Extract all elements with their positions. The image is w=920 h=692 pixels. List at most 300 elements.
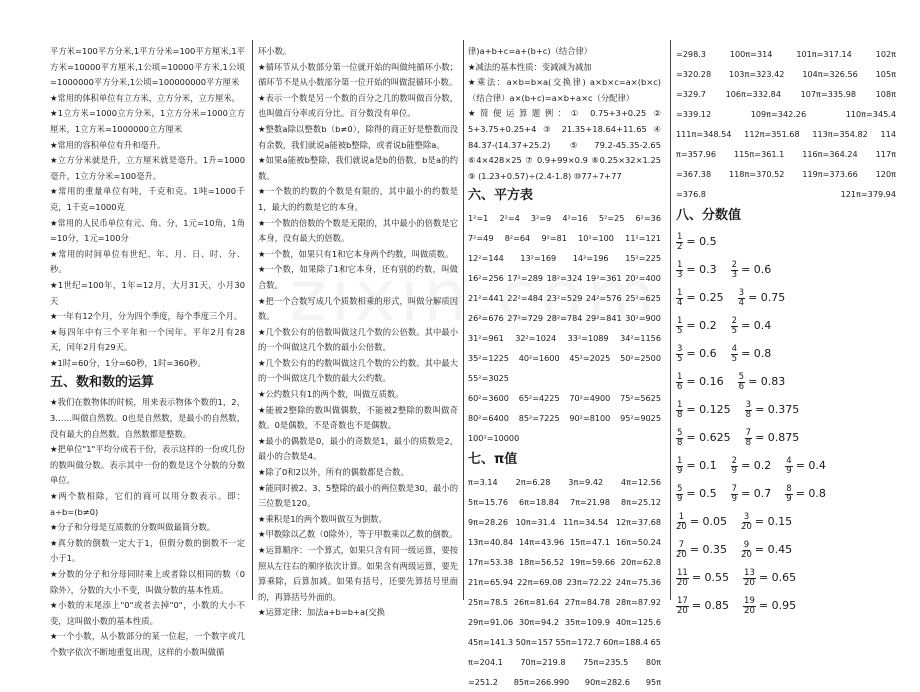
fraction-numerator: 2 [731, 259, 738, 270]
square-cell: 90²=8100 [569, 413, 611, 424]
fraction-row [676, 536, 896, 564]
fraction [731, 457, 738, 476]
fraction-value: = 0.3̇ [686, 263, 717, 277]
fraction [731, 317, 738, 336]
pi-cell: 111π=348.54 [676, 129, 732, 139]
fraction-value: = 0.125 [686, 403, 731, 417]
square-cell: 35²=1225 [468, 353, 509, 364]
fraction-item [731, 345, 772, 364]
paragraph: ★一年有12个月，分为四个季度，每个季度三个月。 [50, 311, 243, 322]
pi-cell: =376.8 [676, 189, 706, 199]
pi-cell: 16π=50.24 [615, 537, 661, 548]
square-cell: 50²=2500 [620, 353, 661, 364]
square-cell: 55²=3025 [468, 373, 509, 384]
square-cell: 22²=484 [507, 293, 544, 304]
square-cell: 1²=1 [468, 213, 489, 224]
square-cell: 65²=4225 [518, 393, 560, 404]
fraction-item [745, 401, 800, 420]
square-row [468, 408, 661, 428]
pi-row [468, 472, 661, 492]
fraction-numerator: 1 [677, 259, 683, 270]
fraction-denominator: 4 [677, 297, 683, 308]
square-cell: 17²=289 [507, 273, 544, 284]
pi-cell: 115π=361.1 [733, 149, 785, 159]
fraction-row [676, 256, 896, 284]
fraction-numerator: 13 [744, 567, 755, 578]
square-cell: 21²=441 [468, 293, 504, 304]
fraction-denominator: 8 [745, 437, 752, 448]
square-cell: 8²=64 [504, 233, 531, 244]
fraction-numerator: 1 [677, 315, 683, 326]
pi-cell: 103π=323.42 [729, 69, 785, 79]
pi-cell: π=204.1 [468, 657, 503, 668]
fraction-item [731, 485, 772, 504]
paragraph: ★两个数相除，它们的商可以用分数表示。即：a÷b=(b≠0) [50, 491, 245, 517]
fraction-item [676, 513, 727, 532]
pi-cell: 101π=317.14 [796, 49, 852, 59]
paragraph: ★我们在数物体的时候，用来表示物体个数的1，2，3……叫做自然数。0也是自然数，是最小的自然数，没有最大的自然数。自然数都是整数。 [50, 397, 245, 439]
square-row [468, 328, 661, 348]
fraction-denominator: 9 [677, 465, 683, 476]
fraction-denominator: 2 [677, 241, 683, 252]
pi-cell: 112π=351.68 [744, 129, 800, 139]
fraction-item [738, 373, 786, 392]
square-row [468, 308, 661, 328]
fraction-row [676, 312, 896, 340]
square-cell: 2²=4 [499, 213, 520, 224]
paragraph: ★真分数的倒数一定大于1，但假分数的倒数不一定小于1。 [50, 537, 245, 564]
square-cell: 9²=81 [541, 233, 567, 244]
fraction-row [676, 480, 896, 508]
square-cell: 95²=9025 [620, 413, 661, 424]
pi-cell: 26π=81.64 [513, 597, 559, 608]
pi-cell: 17π=53.38 [468, 557, 514, 568]
paragraph: ★常用的重量单位有吨，千克和克。1吨=1000千克，1千克=1000克 [50, 186, 245, 212]
column-divider [252, 40, 253, 600]
square-cell: 12²=144 [468, 253, 504, 264]
pi-cell: 6π=18.84 [519, 497, 559, 508]
square-cell: 33²=1089 [567, 333, 609, 344]
fraction-denominator: 8 [677, 409, 683, 420]
fraction-numerator: 7 [731, 483, 738, 494]
square-row [468, 228, 661, 248]
pi-cell: 25π=78.5 [468, 597, 508, 608]
fraction [738, 289, 745, 308]
pi-row [676, 44, 896, 64]
fraction-row [676, 564, 896, 592]
fraction-item [676, 289, 724, 308]
column-3 [468, 44, 661, 692]
square-cell: 23²=529 [546, 293, 583, 304]
fraction-numerator: 3 [677, 343, 683, 354]
square-cell: 7²=49 [468, 233, 494, 244]
pi-cell: 19π=59.66 [570, 557, 616, 568]
fraction-row [676, 228, 896, 256]
fraction-item [676, 457, 717, 476]
fraction-value: = 0.2 [686, 319, 717, 333]
pi-cell: 119π=373.66 [802, 169, 858, 179]
paragraph: ★每四年中有三个平年和一个闰年。平年2月有28天，闰年2月有29天。 [50, 326, 245, 353]
square-row [468, 208, 661, 228]
fraction-numerator: 1 [678, 511, 685, 522]
fraction-numerator: 3 [738, 287, 745, 298]
fraction-denominator: 9 [731, 465, 738, 476]
fraction-row [676, 340, 896, 368]
pi-cell: 55π=172.7 [555, 637, 601, 648]
pi-cell: =251.2 [468, 677, 498, 688]
fraction-value: = 0.7̇ [741, 487, 772, 501]
fraction-value: = 0.25 [686, 291, 724, 305]
pi-cell: 2π=6.28 [515, 477, 551, 488]
fraction-denominator: 20 [677, 577, 688, 588]
fraction [676, 373, 683, 392]
pi-cell: 117π [875, 149, 896, 159]
pi-cell: 95π [645, 677, 661, 688]
fraction [745, 401, 752, 420]
fraction-numerator: 1 [677, 287, 683, 298]
paragraph: ★小数的末尾添上"0"或者去掉"0"，小数的大小不变，这叫做小数的基本性质。 [50, 600, 245, 626]
fraction-denominator: 9 [677, 493, 683, 504]
fraction-numerator: 1 [677, 399, 683, 410]
pi-row [676, 164, 896, 184]
fraction-value: = 0.5 [686, 235, 717, 249]
pi-cell: 110π=345.4 [845, 109, 896, 119]
fraction-denominator: 9 [786, 465, 792, 476]
square-row [468, 348, 661, 368]
fraction-item [676, 597, 729, 616]
fraction [743, 569, 756, 588]
pi-row [468, 512, 661, 532]
fraction-item [743, 569, 796, 588]
fraction-numerator: 7 [678, 539, 685, 550]
square-row [468, 388, 661, 408]
pi-cell: 50π=157 [515, 637, 553, 648]
fraction-value: = 0.65 [758, 571, 797, 585]
fraction [676, 261, 683, 280]
fraction [676, 541, 687, 560]
paragraph: ★如果a能被b整除，我们就说a是b的倍数，b是a的约数。 [258, 155, 458, 181]
fraction-value: = 0.05 [689, 515, 728, 529]
paragraph: ★循环节从小数部分第一位就开始的叫做纯循环小数；循环节不是从小数部分第一位开始的叫做混循环小数。 [258, 61, 458, 88]
fraction-item [676, 261, 717, 280]
fraction-denominator: 5 [731, 353, 738, 364]
fraction [785, 457, 792, 476]
fraction-denominator: 4 [738, 297, 745, 308]
paragraph: ★乘积是1的两个数叫做互为倒数。 [258, 513, 387, 524]
square-cell: 80²=6400 [468, 413, 509, 424]
fraction-item [731, 457, 772, 476]
square-cell: 30²=900 [625, 313, 661, 324]
square-row [468, 368, 661, 388]
fraction [676, 401, 683, 420]
fraction-value: = 0.2̇ [741, 459, 772, 473]
square-cell: 3²=9 [530, 213, 552, 224]
fraction-denominator: 20 [677, 605, 688, 616]
fraction-numerator: 7 [745, 427, 752, 438]
square-cell: 31²=961 [468, 333, 504, 344]
pi-cell: 9π=28.26 [468, 517, 508, 528]
square-cell: 19²=361 [585, 273, 622, 284]
fraction-value: = 0.5̇ [686, 487, 717, 501]
fraction-value: = 0.8 [741, 347, 772, 361]
pi-cell: 13π=40.84 [468, 537, 514, 548]
fraction-item [676, 541, 727, 560]
square-cell: 16²=256 [468, 273, 504, 284]
fraction-item [676, 401, 731, 420]
pi-cell: 24π=75.36 [615, 577, 661, 588]
fraction-value: = 0.6̇ [741, 263, 772, 277]
paragraph: ★一个数的约数的个数是有限的，其中最小的约数是1，最大的约数是它的本身。 [258, 186, 458, 212]
fraction-denominator: 3 [731, 269, 738, 280]
fraction-item [676, 233, 717, 252]
paragraph: ★能被2整除的数叫做偶数，不能被2整除的数叫做奇数。0是偶数，不是奇数也不是偶数。 [258, 404, 458, 431]
paragraph: 环小数。 [258, 46, 292, 56]
pi-row [468, 672, 661, 692]
paragraph: ★表示一个数是另一个数的百分之几的数叫做百分数，也叫做百分率或百分比。百分数没有单位。 [258, 92, 458, 119]
fraction-denominator: 8 [745, 409, 752, 420]
pi-cell: =339.12 [676, 109, 712, 119]
pi-cell: 29π=91.06 [468, 617, 514, 628]
paragraph: ★分子和分母是互质数的分数叫做最简分数。 [50, 522, 216, 533]
fraction-denominator: 6 [738, 381, 745, 392]
paragraph: ★1世纪=100年，1年=12月，大月31天，小月30天 [50, 279, 245, 306]
paragraph: 律)a+b+c=a+(b+c)（结合律） [468, 46, 593, 56]
pi-cell: 121π=379.94 [840, 189, 896, 199]
fraction-item [743, 597, 796, 616]
paragraph: ★除了0和2以外，所有的偶数都是合数。 [258, 467, 409, 478]
square-cell: 32²=1024 [515, 333, 557, 344]
pi-cell: 120π [875, 169, 896, 179]
pi-cell: 102π [875, 49, 896, 59]
pi-cell: 45π=141.3 [468, 637, 514, 648]
pi-cell: 85π=266.990 [513, 677, 570, 688]
square-cell: 40²=1600 [518, 353, 560, 364]
fraction-denominator: 5 [677, 325, 683, 336]
column-4 [676, 44, 896, 620]
paragraph: ★最小的偶数是0，最小的奇数是1，最小的质数是2，最小的合数是4。 [258, 435, 458, 462]
pi-row [676, 144, 896, 164]
pi-cell: =298.3 [676, 49, 706, 59]
paragraph: ★整数a除以整数b（b≠0），除得的商正好是整数而没有余数，我们就说a能被b整除，或者说b能整除a。 [258, 123, 458, 150]
pi-cell: =367.38 [676, 169, 712, 179]
pi-cell: 7π=21.98 [570, 497, 610, 508]
pi-cell: 116π=364.24 [802, 149, 858, 159]
pi-row [468, 492, 661, 512]
paragraph: ★运算定律：加法a+b=b+a(交换 [258, 607, 385, 618]
fraction-item [741, 513, 792, 532]
pi-cell: 21π=65.94 [468, 577, 514, 588]
square-cell: 70²=4900 [569, 393, 611, 404]
fraction-value: = 0.1̇ [686, 459, 717, 473]
fraction-numerator: 19 [744, 595, 755, 606]
fraction-value: = 0.375 [755, 403, 800, 417]
square-cell: 11²=121 [625, 233, 661, 244]
pi-cell: 109π=342.26 [750, 109, 807, 119]
fraction-numerator: 3 [743, 511, 750, 522]
paragraph: ★立方分米就是升，立方厘米就是毫升。1升=1000毫升，1立方分米=100毫升。 [50, 155, 245, 181]
fraction [745, 429, 752, 448]
section-heading: 八、分数值 [676, 208, 742, 223]
fraction-value: = 0.83̇ [748, 375, 786, 389]
fraction-value: = 0.625 [686, 431, 731, 445]
fraction-item [676, 569, 729, 588]
pi-row [468, 572, 661, 592]
paragraph: ★常用的人民币单位有元、角、分，1元=10角，1角=10分，1元=100分 [50, 217, 245, 244]
fraction-denominator: 5 [677, 353, 683, 364]
pi-cell: 100π=314 [729, 49, 773, 59]
fraction [676, 233, 683, 252]
pi-cell: 90π=282.6 [584, 677, 631, 688]
pi-cell: 14π=43.96 [519, 537, 565, 548]
square-cell: 34²=1156 [620, 333, 661, 344]
square-cell: 18²=324 [546, 273, 583, 284]
fraction-numerator: 17 [677, 595, 688, 606]
pi-row [468, 632, 661, 652]
square-cell: 6²=36 [635, 213, 661, 224]
fraction [676, 569, 689, 588]
pi-cell: 5π=15.76 [468, 497, 508, 508]
fraction [676, 457, 683, 476]
paragraph: ★1立方米=1000立方分米，1立方分米=1000立方厘米，1立方米=1000000立方厘米 [50, 108, 245, 134]
pi-cell: 105π [875, 69, 896, 79]
fraction-value: = 0.6 [686, 347, 717, 361]
square-cell: 26²=676 [468, 313, 504, 324]
fraction-denominator: 20 [676, 549, 687, 560]
fraction-item [738, 289, 786, 308]
paragraph: ★常用的体积单位有立方米，立方分米，立方厘米。 [50, 92, 240, 103]
fraction-value: = 0.45 [754, 543, 793, 557]
fraction-item [731, 261, 772, 280]
fraction-numerator: 1 [677, 231, 683, 242]
pi-cell: 75π=235.5 [583, 657, 629, 668]
fraction-value: = 0.85 [691, 599, 730, 613]
fraction-row [676, 508, 896, 536]
fraction [731, 261, 738, 280]
square-cell: 15²=225 [625, 253, 661, 264]
pi-cell: π=3.14 [468, 477, 498, 488]
pi-cell: 18π=56.52 [519, 557, 565, 568]
pi-row [676, 64, 896, 84]
square-cell: 45²=2025 [569, 353, 611, 364]
pi-cell: 3π=9.42 [568, 477, 604, 488]
fraction-denominator: 20 [741, 549, 752, 560]
column-2 [258, 44, 458, 621]
fraction-value: = 0.15 [754, 515, 793, 529]
pi-row [676, 104, 896, 124]
square-cell: 75²=5625 [620, 393, 661, 404]
fraction-denominator: 20 [676, 521, 687, 532]
pi-row [676, 124, 896, 144]
section-heading: 七、π值 [468, 452, 518, 468]
square-cell: 29²=841 [585, 313, 622, 324]
fraction-numerator: 11 [677, 567, 688, 578]
paragraph: ★几个数公有的倍数叫做这几个数的公倍数。其中最小的一个叫做这几个数的最小公倍数。 [258, 326, 458, 353]
square-row [468, 288, 661, 308]
pi-cell: 22π=69.08 [517, 577, 563, 588]
fraction-value: = 0.35 [689, 543, 728, 557]
fraction-row [676, 452, 896, 480]
paragraph: ★一个数，如果除了1和它本身，还有别的约数，叫做合数。 [258, 264, 458, 290]
fraction-value: = 0.95 [758, 599, 797, 613]
pi-cell: 70π=219.8 [520, 657, 566, 668]
pi-cell: 104π=326.56 [802, 69, 858, 79]
pi-row [468, 652, 661, 672]
paragraph: ★甲数除以乙数（0除外），等于甲数乘以乙数的倒数。 [258, 529, 458, 540]
fraction [676, 513, 687, 532]
fraction [676, 345, 683, 364]
column-divider [463, 40, 464, 600]
fraction-denominator: 9 [786, 493, 792, 504]
square-cell: 28²=784 [546, 313, 583, 324]
pi-cell: 106π=332.84 [725, 89, 781, 99]
square-cell: 14²=196 [572, 253, 609, 264]
fraction-numerator: 5 [738, 371, 745, 382]
fraction [676, 597, 689, 616]
fraction [743, 597, 756, 616]
fraction [731, 485, 738, 504]
pi-cell: =320.28 [676, 69, 712, 79]
pi-cell: 8π=25.12 [621, 497, 661, 508]
fraction [741, 513, 752, 532]
paragraph: ★运算顺序：一个算式，如果只含有同一级运算，要按照从左往右的顺序依次计算。如果含有两级运算，要先算乘除，后算加减。如果有括号，还要先算括号里面的，再算括号外面的。 [258, 545, 458, 602]
pi-cell: 65 [650, 637, 661, 648]
fraction-numerator: 3 [745, 399, 752, 410]
column-1 [50, 44, 245, 661]
pi-cell: 60π=188.4 [603, 637, 649, 648]
fraction-row [676, 284, 896, 312]
paragraph: ★常用的容积单位有升和毫升。 [50, 139, 166, 150]
fraction-denominator: 3 [677, 269, 683, 280]
fraction-value: = 0.8̇ [795, 487, 826, 501]
paragraph: 平方米=100平方分米,1平方分米=100平方厘米,1平方米=10000平方厘米,1公顷=10000平方米,1公顷=1000000平方分米,1公顷=100000000平方厘米 [50, 46, 245, 88]
square-cell: 10²=100 [578, 233, 614, 244]
pi-cell: 114 [880, 129, 896, 139]
pi-row [468, 592, 661, 612]
fraction-numerator: 8 [786, 483, 792, 494]
fraction-numerator: 9 [743, 539, 750, 550]
pi-cell: 28π=87.92 [615, 597, 661, 608]
fraction-item [676, 345, 717, 364]
square-cell: 24²=576 [585, 293, 622, 304]
fraction [676, 429, 683, 448]
pi-row [468, 612, 661, 632]
square-cell: 100²=10000 [468, 433, 520, 444]
column-divider [670, 40, 671, 600]
paragraph: ★一个数，如果只有1和它本身两个约数，叫做质数。 [258, 248, 454, 259]
fraction-numerator: 4 [731, 343, 738, 354]
fraction-item [676, 317, 717, 336]
pi-cell: 12π=37.68 [615, 517, 661, 528]
paragraph: ★一个数的倍数的个数是无限的，其中最小的倍数是它本身，没有最大的倍数。 [258, 217, 458, 244]
fraction-denominator: 20 [741, 521, 752, 532]
fraction-value: = 0.16̇ [686, 375, 724, 389]
paragraph: ★能同时被2、3、5整除的最小的两位数是30，最小的三位数是120。 [258, 482, 458, 509]
fraction [738, 373, 745, 392]
square-row [468, 248, 661, 268]
fraction-denominator: 8 [677, 437, 683, 448]
paragraph: ★1时=60分，1分=60秒，1时=360秒。 [50, 357, 206, 368]
fraction [676, 485, 683, 504]
fraction-denominator: 20 [744, 577, 755, 588]
pi-cell: 107π=335.98 [800, 89, 857, 99]
pi-cell: 23π=72.22 [566, 577, 612, 588]
fraction-denominator: 6 [677, 381, 683, 392]
square-cell: 27²=729 [507, 313, 544, 324]
pi-cell: π=357.96 [676, 149, 716, 159]
fraction-numerator: 2 [731, 455, 738, 466]
paragraph: ★减法的基本性质：变减减为减加 [468, 61, 592, 72]
pi-row [676, 84, 896, 104]
